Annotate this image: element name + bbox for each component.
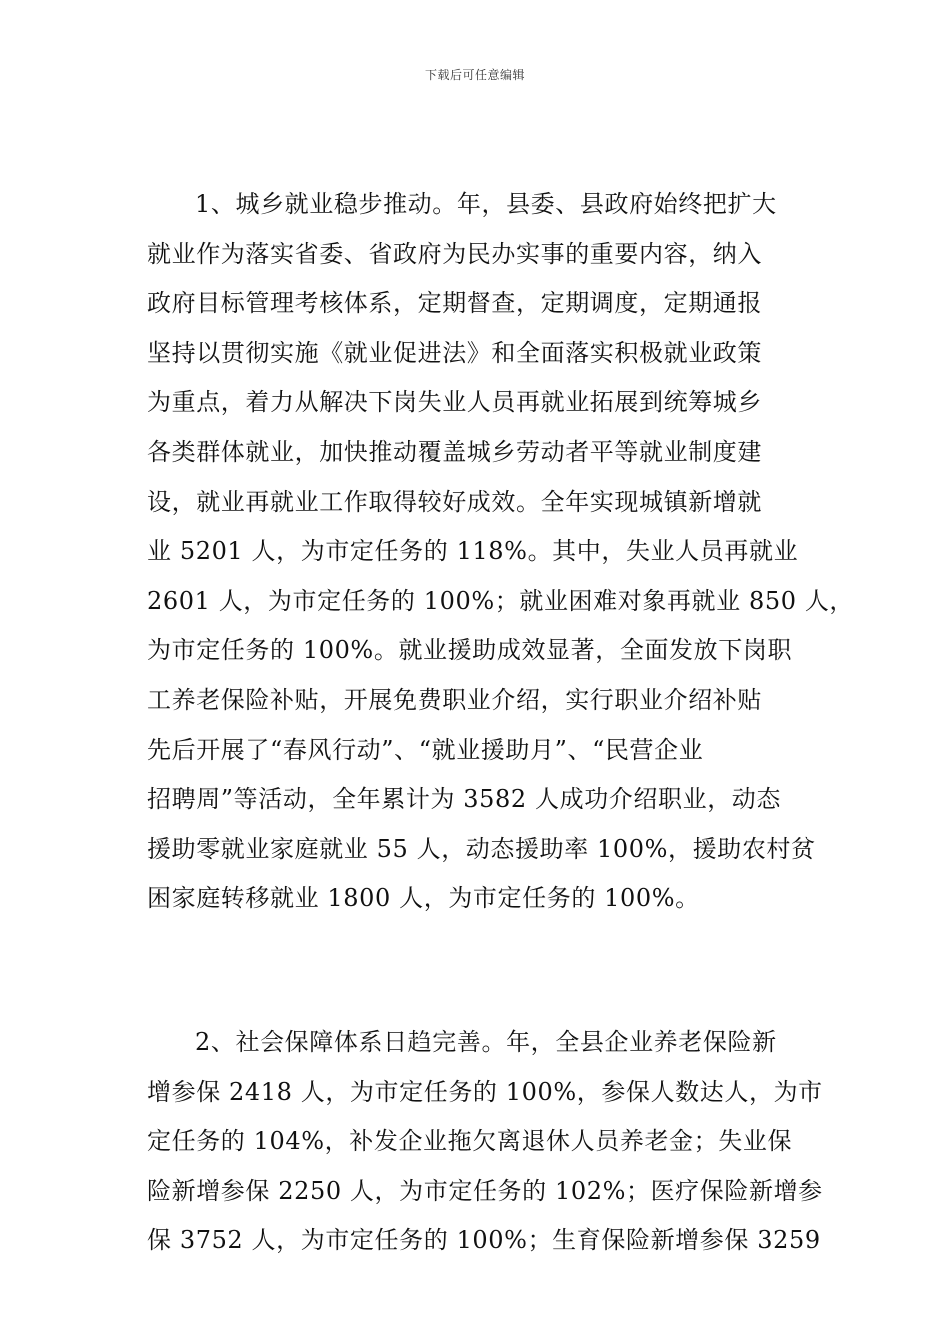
text-line: 增参保 2418 人，为市定任务的 100%，参保人数达人，为市: [147, 1077, 823, 1106]
document-body: [147, 180, 855, 1266]
text-line: 1、城乡就业稳步推动。年，县委、县政府始终把扩大: [195, 190, 777, 218]
text-line: 为重点，着力从解决下岗失业人员再就业拓展到统筹城乡: [147, 388, 762, 417]
text-line: 招聘周”等活动，全年累计为 3582 人成功介绍职业，动态: [147, 785, 782, 814]
text-line: 设，就业再就业工作取得较好成效。全年实现城镇新增就: [147, 487, 762, 516]
text-line: 保 3752 人，为市定任务的 100%；生育保险新增参保 3259: [147, 1226, 821, 1255]
text-line: 2、社会保障体系日趋完善。年，全县企业养老保险新: [195, 1027, 777, 1056]
paragraph-1: [147, 180, 855, 924]
text-line: 工养老保险补贴，开展免费职业介绍，实行职业介绍补贴: [147, 685, 762, 714]
text-line: 困家庭转移就业 1800 人，为市定任务的 100%。: [147, 884, 700, 913]
text-line: 定任务的 104%，补发企业拖欠离退休人员养老金；失业保: [147, 1127, 793, 1156]
paragraph-spacer: [147, 924, 823, 1018]
text-line: 各类群体就业，加快推动覆盖城乡劳动者平等就业制度建: [147, 437, 762, 466]
text-line: 先后开展了“春风行动”、“就业援助月”、“民营企业: [147, 735, 704, 764]
text-line: 为市定任务的 100%。就业援助成效显著，全面发放下岗职: [147, 636, 793, 665]
text-line: 险新增参保 2250 人，为市定任务的 102%；医疗保险新增参: [147, 1176, 823, 1205]
paragraph-2: [147, 1018, 823, 1266]
text-line: 政府目标管理考核体系，定期督查，定期调度，定期通报: [147, 289, 762, 318]
text-line: 坚持以贯彻实施《就业促进法》和全面落实积极就业政策: [147, 338, 762, 367]
text-line: 2601 人，为市定任务的 100%；就业困难对象再就业 850 人，: [147, 586, 855, 615]
text-line: 援助零就业家庭就业 55 人，动态援助率 100%，援助农村贫: [147, 834, 816, 863]
text-line: 就业作为落实省委、省政府为民办实事的重要内容，纳入: [147, 239, 762, 268]
page-header: 下载后可任意编辑: [424, 68, 525, 82]
text-line: 业 5201 人，为市定任务的 118%。其中，失业人员再就业: [147, 537, 799, 566]
